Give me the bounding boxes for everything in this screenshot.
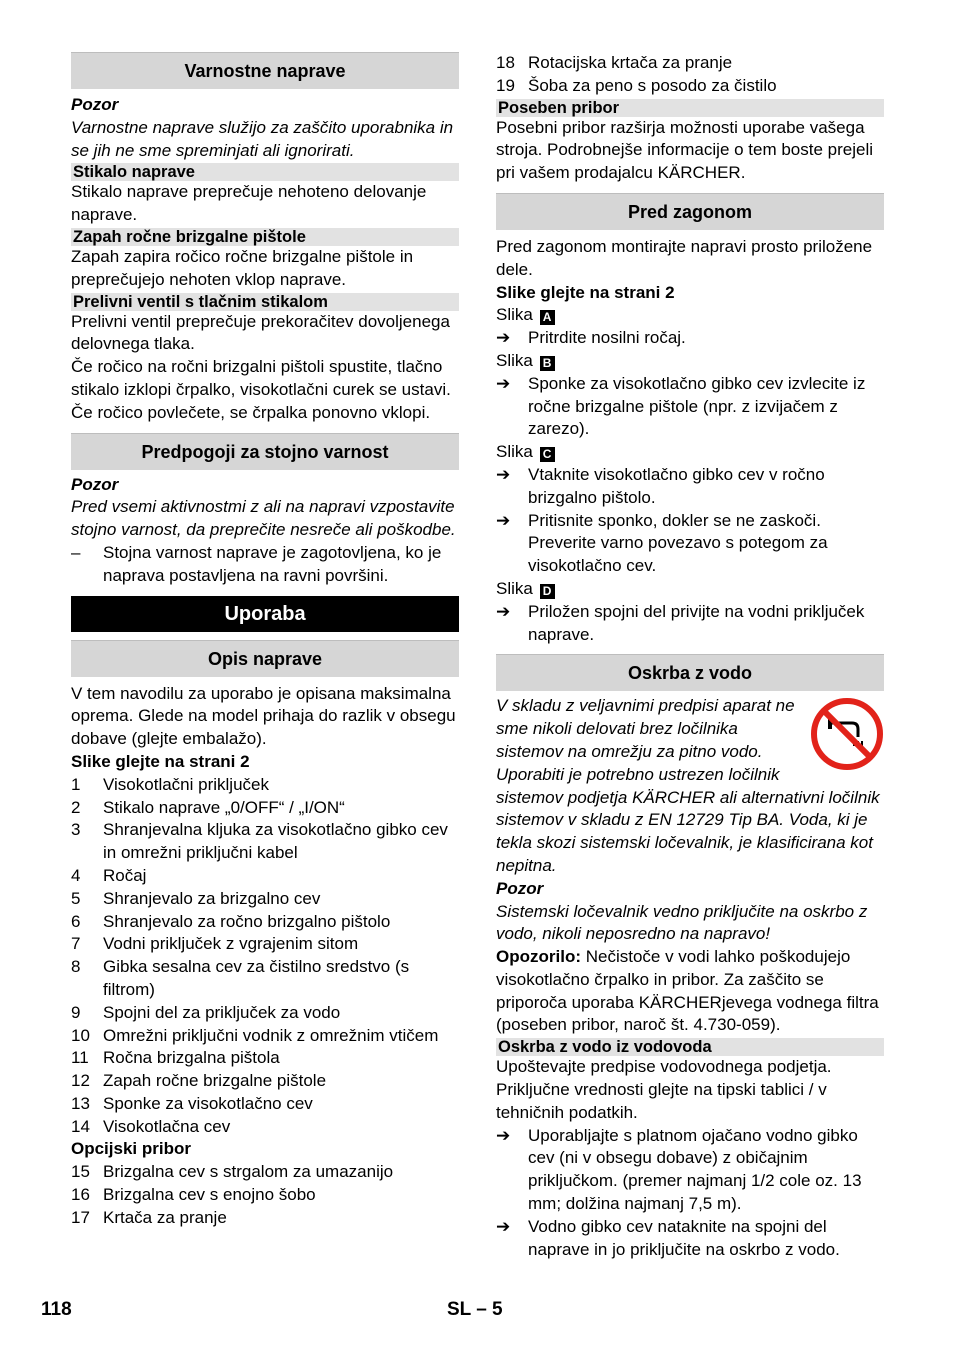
list-item-number: 10 xyxy=(71,1025,90,1045)
arrow-right-icon: ➔ xyxy=(496,1216,511,1236)
instruction-step: ➔ Vtaknite visokotlačno gibko cev v ročno brizgalno pištolo. xyxy=(496,464,884,510)
optional-accessories-list xyxy=(71,1161,459,1229)
chapter-heading-uporaba: Uporaba xyxy=(71,596,459,632)
instruction-step: ➔ Vodno gibko cev nataknite na spojni del naprave in jo priključite na oskrbo z vodo. xyxy=(496,1216,884,1262)
instruction-step: ➔ Priložen spojni del privijte na vodni priključek naprave. xyxy=(496,601,884,647)
figure-reference: Slike glejte na strani 2 xyxy=(71,751,250,771)
list-item xyxy=(71,774,459,797)
list-item-text: Shranjevalo za ročno brizgalno pištolo xyxy=(103,911,391,931)
section-heading-pred-zagonom: Pred zagonom xyxy=(496,193,884,230)
list-item xyxy=(71,911,459,934)
list-item-text: Krtača za pranje xyxy=(103,1207,227,1227)
figure-label-d: Slika D xyxy=(496,578,884,601)
list-item-number: 2 xyxy=(71,797,81,817)
list-item xyxy=(71,1207,459,1230)
left-column xyxy=(71,52,459,1230)
list-item xyxy=(71,888,459,911)
list-item xyxy=(71,542,459,588)
instruction-step: ➔ Sponke za visokotlačno gibko cev izvlecite iz ročne brizgalne pištole (npr. z izvijačem z zarezo). xyxy=(496,373,884,441)
list-item-text: Stikalo naprave „0/OFF“ / „I/ON“ xyxy=(103,797,345,817)
figure-letter-c: C xyxy=(540,447,555,462)
list-item xyxy=(71,1093,459,1116)
pozor-text: Varnostne naprave služijo za zaščito uporabnika in se jih ne sme spreminjati ali ignorirati. xyxy=(71,117,454,160)
list-item-text: Šoba za peno s posodo za čistilo xyxy=(528,75,777,95)
paragraph: Zapah zapira ročico ročne brizgalne pištole in preprečujejo nehoten vklop naprave. xyxy=(71,246,414,289)
subheading-vodovod: Oskrba z vodo iz vodovoda xyxy=(496,1038,884,1056)
pozor-text: Sistemski ločevalnik vedno priključite na oskrbo z vodo, nikoli neposredno na napravo! xyxy=(496,901,868,944)
device-parts-list xyxy=(71,774,459,1139)
figure-reference: Slike glejte na strani 2 xyxy=(496,282,675,302)
pozor-label: Pozor xyxy=(71,474,119,494)
list-item-text: Shranjevalna kljuka za visokotlačno gibko cev in omrežni priključni kabel xyxy=(103,820,448,863)
paragraph: Prelivni ventil preprečuje prekoračitev dovoljenega delovnega tlaka. xyxy=(71,311,450,354)
section-heading-oskrba: Oskrba z vodo xyxy=(496,654,884,691)
list-item-number: 9 xyxy=(71,1002,81,1022)
list-item xyxy=(71,1070,459,1093)
subheading-stikalo: Stikalo naprave xyxy=(71,163,459,181)
list-item-number: 1 xyxy=(71,774,81,794)
paragraph: Če ročico na ročni brizgalni pištoli spustite, tlačno stikalo izklopi črpalko, visokotlačni curek se ustavi. Če ročico povlečete, se črpalka ponovno vklopi. xyxy=(71,357,451,422)
section-heading-opis: Opis naprave xyxy=(71,640,459,677)
list-item xyxy=(71,1161,459,1184)
paragraph: Stikalo naprave preprečuje nehoteno delovanje naprave. xyxy=(71,182,427,225)
list-item xyxy=(496,75,884,98)
opozorilo-paragraph: Opozorilo: Nečistoče v vodi lahko poškodujejo visokotlačno črpalko in pribor. Za zaščito se priporoča uporaba KÄRCHERjevega vodnega filtra (poseben pribor, naroč št. 4.730-059). xyxy=(496,947,879,1035)
subheading-ventil: Prelivni ventil s tlačnim stikalom xyxy=(71,293,459,311)
subheading-opcijski: Opcijski pribor xyxy=(71,1139,191,1159)
paragraph: V tem navodilu za uporabo je opisana maksimalna oprema. Glede na model prihaja do razlik v obsegu dobave (glejte embalažo). xyxy=(71,683,456,749)
list-item-text: Rotacijska krtača za pranje xyxy=(528,53,733,72)
list-item xyxy=(71,1184,459,1207)
list-item xyxy=(71,819,459,865)
figure-label-b: Slika B xyxy=(496,350,884,373)
paragraph: Priključne vrednosti glejte na tipski tablici / v tehničnih podatkih. xyxy=(496,1080,827,1122)
dash-list xyxy=(71,542,459,588)
list-item-number: 3 xyxy=(71,820,81,840)
section-heading-varnostne: Varnostne naprave xyxy=(71,52,459,89)
subheading-poseben: Poseben pribor xyxy=(496,99,884,117)
list-item xyxy=(71,1047,459,1070)
list-item-text: Brizgalna cev s strgalom za umazanijo xyxy=(103,1162,394,1182)
list-item-number: 13 xyxy=(71,1093,90,1113)
list-item-number: 11 xyxy=(71,1048,89,1068)
figure-letter-a: A xyxy=(540,310,555,325)
paragraph: Posebni pribor razširja možnosti uporabe vašega stroja. Podrobnejše informacije o tem boste prejeli pri vašem prodajalcu KÄRCHER. xyxy=(496,117,874,183)
list-item xyxy=(71,1025,459,1048)
arrow-right-icon: ➔ xyxy=(496,464,511,484)
list-item-number: 12 xyxy=(71,1071,90,1091)
optional-accessories-list-continued xyxy=(496,52,884,98)
pozor-text: Pred vsemi aktivnostmi z ali na napravi vzpostavite stojno varnost, da preprečite nesreče ali poškodbe. xyxy=(71,497,456,540)
page-number: 118 xyxy=(41,1299,72,1320)
list-item-text: Brizgalna cev s enojno šobo xyxy=(103,1185,316,1205)
no-drinking-water-warning xyxy=(496,695,884,877)
right-column xyxy=(496,52,884,1261)
opozorilo-label: Opozorilo: xyxy=(496,947,581,967)
arrow-right-icon: ➔ xyxy=(496,510,511,530)
list-item-text: Shranjevalo za brizgalno cev xyxy=(103,888,321,908)
pozor-label: Pozor xyxy=(71,95,119,114)
list-item-text: Visokotlačna cev xyxy=(103,1116,231,1136)
arrow-right-icon: ➔ xyxy=(496,373,511,393)
list-item-text: Omrežni priključni vodnik z omrežnim vtičem xyxy=(103,1025,439,1045)
list-item-number: 18 xyxy=(496,53,515,72)
figure-letter-b: B xyxy=(540,356,555,371)
list-item xyxy=(71,933,459,956)
arrow-right-icon: ➔ xyxy=(496,601,511,621)
list-item xyxy=(71,1002,459,1025)
list-item-text: Vodni priključek z vgrajenim sitom xyxy=(103,934,359,954)
list-item-number: 16 xyxy=(71,1185,90,1205)
list-item-text: Ročna brizgalna pištola xyxy=(103,1048,280,1068)
list-item xyxy=(71,1116,459,1139)
instruction-step: ➔ Pritrdite nosilni ročaj. xyxy=(496,327,884,350)
list-item-number: 19 xyxy=(496,75,515,95)
instruction-step: ➔ Uporabljajte s platnom ojačano vodno gibko cev (ni v obsegu dobave) z običajnim priključkom. (premer najmanj 1/2 cole oz. 13 mm; dolžina najmanj 7,5 m). xyxy=(496,1125,884,1216)
pozor-label: Pozor xyxy=(496,878,544,898)
list-item-number: 6 xyxy=(71,911,81,931)
list-item xyxy=(71,956,459,1002)
section-heading-predpogoji: Predpogoji za stojno varnost xyxy=(71,433,459,470)
subheading-zapah: Zapah ročne brizgalne pištole xyxy=(71,228,459,246)
list-item xyxy=(71,797,459,820)
figure-label-a: Slika A xyxy=(496,304,884,327)
list-item-text: Spojni del za priključek za vodo xyxy=(103,1002,341,1022)
list-item xyxy=(71,865,459,888)
arrow-right-icon: ➔ xyxy=(496,1125,511,1145)
figure-label-c: Slika C xyxy=(496,441,884,464)
figure-letter-d: D xyxy=(540,584,555,599)
list-item-number: 17 xyxy=(71,1207,90,1227)
warning-text: V skladu z veljavnimi predpisi aparat ne sme nikoli delovati brez ločilnika sistemov na omrežju za pitno vodo. Uporabiti je potrebno ustrezen ločilnik sistemov podjetja KÄRCHER ali alternativni ločilnik sistemov v skladu z EN 12729 Tip BA. Voda, ki je tekla skozi sistemski ločevalnik, je klasificirana kot nepitna. xyxy=(496,696,880,875)
list-item-text: Ročaj xyxy=(103,865,147,885)
paragraph: Pred zagonom montirajte napravi prosto priložene dele. xyxy=(496,236,873,279)
list-item-number: 5 xyxy=(71,888,81,908)
instruction-step: ➔ Pritisnite sponko, dokler se ne zaskoči. Preverite varno povezavo s potegom za visokotlačno cev. xyxy=(496,510,884,578)
list-item-text: Zapah ročne brizgalne pištole xyxy=(103,1071,327,1091)
list-item-text: Sponke za visokotlačno cev xyxy=(103,1093,313,1113)
list-item-text: Stojna varnost naprave je zagotovljena, ko je naprava postavljena na ravni površini. xyxy=(103,542,442,585)
list-item-text: Gibka sesalna cev za čistilno sredstvo (s filtrom) xyxy=(103,957,410,999)
language-page-label: SL – 5 xyxy=(447,1299,503,1320)
list-item-number: 4 xyxy=(71,865,81,885)
dash-marker: – xyxy=(71,542,81,562)
paragraph: Upoštevajte predpise vodovodnega podjetja. xyxy=(496,1057,832,1077)
arrow-right-icon: ➔ xyxy=(496,328,511,348)
list-item-number: 14 xyxy=(71,1116,90,1136)
list-item xyxy=(496,52,884,75)
list-item-number: 15 xyxy=(71,1162,90,1182)
list-item-number: 7 xyxy=(71,934,81,954)
list-item-number: 8 xyxy=(71,957,81,977)
list-item-text: Visokotlačni priključek xyxy=(103,774,269,794)
no-drinking-water-icon xyxy=(810,697,884,771)
